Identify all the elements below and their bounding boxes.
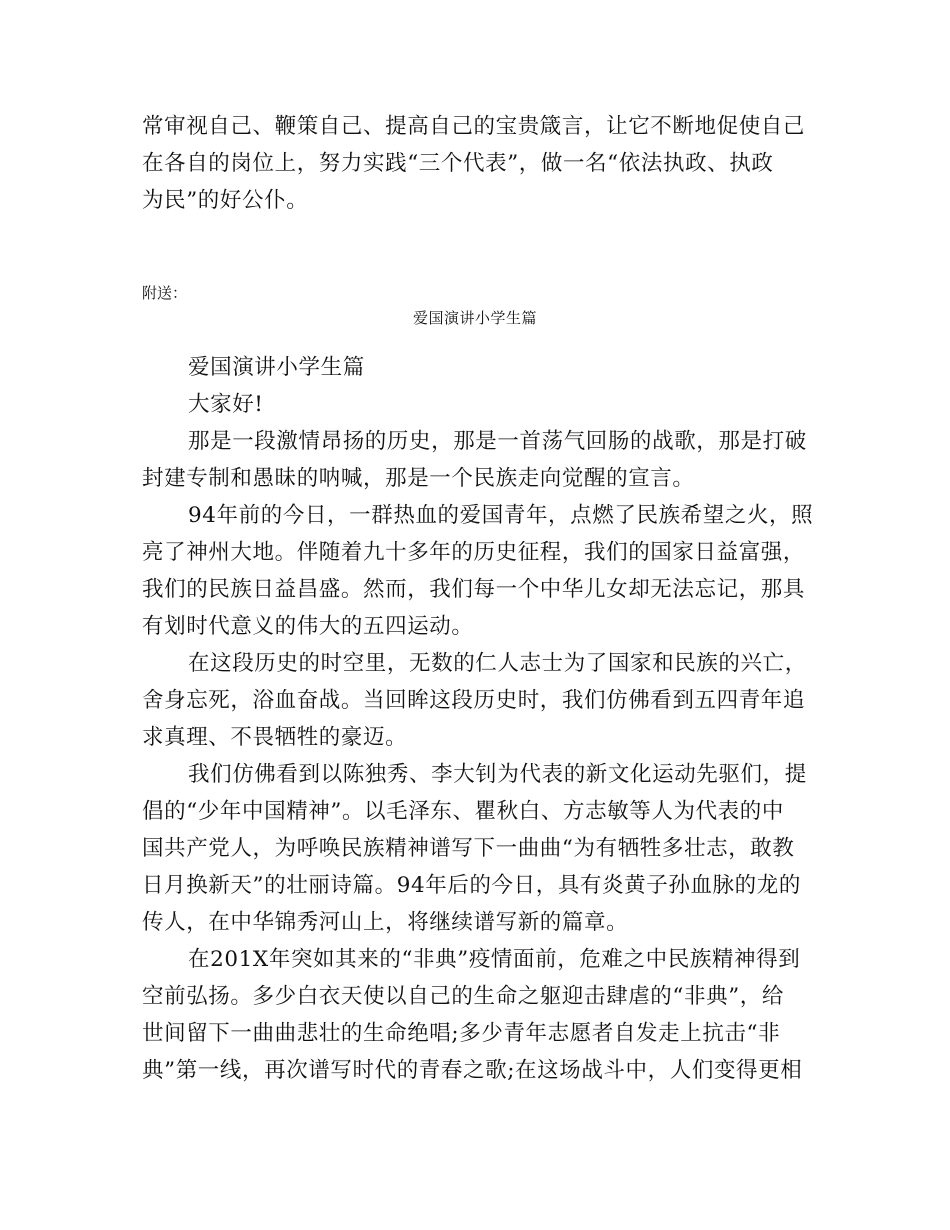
body-line: 舍身忘死，浴血奋战。当回眸这段历史时，我们仿佛看到五四青年追 [142,688,806,713]
opening-line: 为民”的好公仆。 [142,188,309,213]
body-line: 爱国演讲小学生篇 [188,355,365,380]
body-line: 传人，在中华锦秀河山上，将继续谱写新的篇章。 [142,910,629,935]
body-line: 国共产党人，为呼唤民族精神谱写下一曲曲“为有牺牲多壮志，敢教 [142,836,795,861]
body-line: 有划时代意义的伟大的五四运动。 [142,614,474,639]
body-line: 封建专制和愚昧的呐喊，那是一个民族走向觉醒的宣言。 [142,466,695,491]
opening-line: 在各自的岗位上，努力实践“三个代表”，做一名“依法执政、执政 [142,151,774,176]
body-line: 倡的“少年中国精神”。以毛泽东、瞿秋白、方志敏等人为代表的中 [142,799,784,824]
appendix-title: 爱国演讲小学生篇 [412,309,537,327]
body-line: 在201X年突如其来的“非典”疫情面前，危难之中民族精神得到 [188,947,801,972]
appendix-label: 附送： [142,284,188,302]
body-line: 那是一段激情昂扬的历史，那是一首荡气回肠的战歌，那是打破 [188,429,807,454]
body-line: 日月换新天”的壮丽诗篇。94年后的今日，具有炎黄子孙血脉的龙的 [142,873,801,898]
body-line: 空前弘扬。多少白衣天使以自己的生命之躯迎击肆虐的“非典”，给 [142,984,784,1009]
opening-line: 常审视自己、鞭策自己、提高自己的宝贵箴言，让它不断地促使自己 [142,114,806,139]
body-line: 世间留下一曲曲悲壮的生命绝唱;多少青年志愿者自发走上抗击“非 [142,1021,781,1046]
body-line: 在这段历史的时空里，无数的仁人志士为了国家和民族的兴亡， [188,651,807,676]
body-line: 大家好! [188,392,264,417]
body-line: 求真理、不畏牺牲的豪迈。 [142,725,408,750]
body-line: 我们仿佛看到以陈独秀、李大钊为代表的新文化运动先驱们，提 [188,762,807,787]
body-line: 典”第一线，再次谱写时代的青春之歌;在这场战斗中，人们变得更相 [142,1058,803,1083]
body-line: 94年前的今日，一群热血的爱国青年，点燃了民族希望之火，照 [188,503,814,528]
body-line: 亮了神州大地。伴随着九十多年的历史征程，我们的国家日益富强， [142,540,806,565]
body-line: 我们的民族日益昌盛。然而，我们每一个中华儿女却无法忘记，那具 [142,577,806,602]
